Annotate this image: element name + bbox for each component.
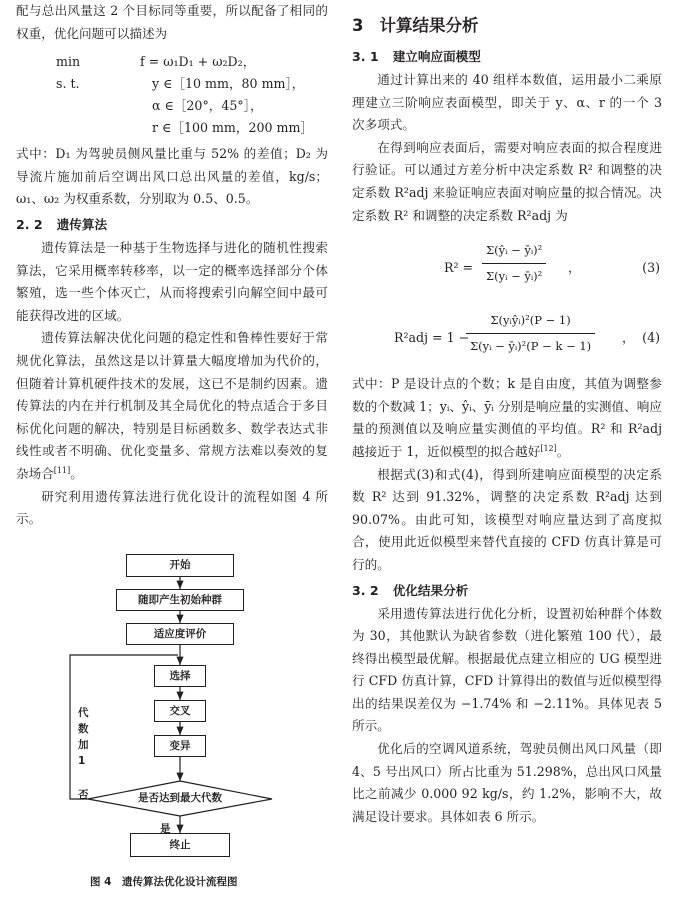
eq3-tail: ，: [568, 260, 581, 276]
flow-select: 选择: [154, 665, 206, 687]
section-3-1-title: 建立响应面模型: [392, 49, 481, 64]
section-3-heading: [352, 11, 662, 41]
definition-paragraph-2-text: 式中：P 是设计点的个数；k 是自由度，其值为调整参数的个数减 1；yᵢ、ŷᵢ、ȳᵢ 分别是响应量的实测值、响应量的预测值以及响应量实测值的平均值。R² 和 R²adj 越接近于 1，近似模型的拟合越好: [352, 376, 662, 459]
flow-yes-label: 是: [160, 823, 171, 835]
section-3-1-number: 3. 1: [352, 49, 379, 64]
flow-no-label: 否: [78, 789, 89, 801]
eq4-lhs: R²adj = 1 −: [394, 330, 470, 346]
rs-paragraph-1: 通过计算出来的 40 组样本数值，运用最小二乘原理建立三阶响应表面模型，即关于 y、α、r 的一个 3 次多项式。: [352, 72, 662, 133]
definition-paragraph-2-end: 。: [556, 443, 570, 459]
flow-fitness-eval: 适应度评价: [126, 623, 234, 645]
section-3-1-heading: [352, 45, 662, 69]
rs-paragraph-3: 根据式(3)和式(4)，得到所建响应面模型的决定系数 R² 达到 91.32%，调整的决定系数 R²adj 达到 90.07%。由此可知，该模型对响应量达到了高度拟合，使用此近似模型来替代直接的 CFD 仿真计算是可行的。: [352, 466, 662, 572]
min-label: min: [56, 54, 81, 70]
definition-paragraph: 式中：D₁ 为驾驶员侧风量比重与 52% 的差值；D₂ 为导流片施加前后空调出风口总出风量的差值，kg/s；ω₁、ω₂ 为权重系数，分别取为 0.5、0.5。: [16, 146, 328, 207]
flow-mutation: 变异: [154, 735, 206, 757]
flow-start: 开始: [126, 554, 234, 577]
section-3-2-title: 优化结果分析: [392, 582, 469, 598]
section-2-2-number: 2. 2: [16, 216, 43, 232]
section-3-2-number: 3. 2: [352, 582, 379, 598]
right-column: [352, 0, 662, 828]
citation-12: [12]: [540, 443, 557, 453]
definition-paragraph-2: [352, 373, 662, 463]
constraint-y: y ∈［10 mm，80 mm］，: [152, 76, 305, 92]
st-label: s. t.: [56, 76, 80, 92]
intro-paragraph: 配与总出风量这 2 个目标同等重要，所以配备了相同的权重，优化问题可以描述为: [16, 3, 328, 41]
eq3-fraction: [482, 239, 546, 287]
section-3-2-heading: [352, 579, 662, 603]
flow-decision-label: 是否达到最大代数: [138, 792, 222, 804]
eq3-lhs: R² =: [444, 260, 474, 276]
equation-3: [352, 233, 662, 303]
flow-crossover: 交叉: [154, 700, 206, 722]
opt-paragraph-2: 优化后的空调风道系统，驾驶员侧出风口风量（即 4、5 号出风口）所占比重为 51.298%，总出风口风量比之前减少 0.000 92 kg/s，约 1.2%，影响不大，故满足设计要求。具体如表 6 所示。: [352, 741, 662, 824]
figure-4-caption: 图 4 遗传算法优化设计流程图: [90, 876, 238, 888]
section-3-title: 计算结果分析: [379, 16, 479, 35]
opt-paragraph-1: 采用遗传算法进行优化分析，设置初始种群个体数为 30，其他默认为缺省参数（进化繁殖 100 代），最终得出模型最优解。根据最优点建立相应的 UG 模型进行 CFD 仿真计算，CFD 计算得出的数值与近似模型得出的结果误差仅为 −1.74% 和 −2.11%。具体见表 5 所示。: [352, 605, 662, 734]
flow-init-population: 随即产生初始种群: [116, 589, 244, 611]
constraint-r: r ∈［100 mm，200 mm］: [152, 120, 313, 136]
eq3-denominator: Σ(yᵢ − ȳᵢ)²: [486, 268, 543, 283]
ga-paragraph-3: 研究利用遗传算法进行优化设计的流程如图 4 所示。: [16, 488, 328, 527]
eq4-fraction: [466, 309, 595, 357]
objective-function: f = ω₁D₁ + ω₂D₂，: [140, 54, 256, 70]
flow-end: 终止: [130, 833, 230, 857]
eq4-number: (4): [642, 330, 660, 346]
section-3-number: 3: [352, 16, 364, 35]
eq3-number: (3): [642, 260, 660, 276]
eq4-numerator: Σ(yᵢŷᵢ)²(P − 1): [466, 309, 595, 334]
eq3-numerator: Σ(ŷᵢ − ȳᵢ)²: [482, 239, 546, 264]
flow-generation-increment: 代数加1: [78, 707, 89, 767]
constraint-alpha: α ∈［20°，45°］，: [152, 98, 263, 114]
ga-paragraph-2-text: 遗传算法解决优化问题的稳定性和鲁棒性要好于常规优化算法，虽然这是以计算量大幅度增加为代价的，但随着计算机硬件技术的发展，这已不是制约因素。遗传算法的内在并行机制及其全局优化的特点适合于多目标优化问题的解决，特别是目标函数多、数学表达式非线性或者不明确、优化变量多、常规方法难以奏效的复杂场合: [16, 330, 328, 481]
ga-paragraph-2-end: 。: [70, 465, 83, 481]
eq4-denominator: Σ(yᵢ − ȳᵢ)²(P − k − 1): [470, 338, 592, 353]
rs-paragraph-2: 在得到响应表面后，需要对响应表面的拟合程度进行验证。可以通过方差分析中决定系数 R² 和调整的决定系数 R²adj 来验证响应表面对响应量的拟合情况。决定系数 R² 和调整的决定系数 R²adj 为: [352, 139, 662, 223]
eq4-tail: ，: [622, 330, 635, 346]
ga-paragraph-1: 遗传算法是一种基于生物选择与进化的随机性搜索算法，它采用概率转移率，以一定的概率选择部分个体繁殖，选一些个体灭亡，从而将搜索引向解空间中最可能获得改进的区域。: [16, 239, 328, 323]
section-2-2-title: 遗传算法: [56, 216, 108, 232]
citation-11: [11]: [53, 465, 71, 475]
equation-4: [352, 303, 662, 373]
